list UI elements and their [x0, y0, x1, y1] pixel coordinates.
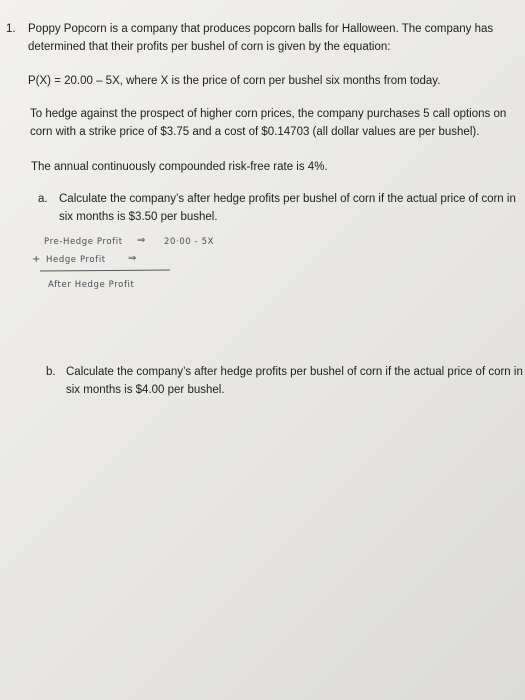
- part-a-line-2: six months is $3.50 per bushel.: [59, 211, 218, 223]
- hedge-line-1: To hedge against the prospect of higher corn prices, the company purchases 5 call options on: [30, 108, 507, 120]
- intro-line-2: determined that their profits per bushel of corn is given by the equation:: [28, 41, 391, 53]
- profit-equation: P(X) = 20.00 – 5X, where X is the price of corn per bushel six months from today.: [28, 75, 441, 87]
- hedge-profit-label: Hedge Profit: [46, 255, 106, 265]
- arrow-1: ⇒: [137, 235, 146, 246]
- question-number: 1.: [6, 23, 16, 35]
- part-a-line-1: Calculate the company’s after hedge profits per bushel of corn if the actual price of corn in: [59, 193, 516, 205]
- part-b-line-2: six months is $4.00 per bushel.: [66, 384, 225, 396]
- arrow-2: ⇒: [128, 253, 137, 264]
- pre-hedge-profit-value: 20·00 - 5X: [164, 237, 215, 247]
- pre-hedge-profit-label: Pre-Hedge Profit: [44, 237, 123, 247]
- part-a-label: a.: [38, 193, 48, 205]
- sum-underline: [40, 270, 170, 272]
- intro-line-1: Poppy Popcorn is a company that produces popcorn balls for Halloween. The company has: [28, 23, 494, 35]
- after-hedge-profit-label: After Hedge Profit: [48, 280, 135, 290]
- risk-free-rate: The annual continuously compounded risk-free rate is 4%.: [31, 161, 328, 173]
- hedge-line-2: corn with a strike price of $3.75 and a cost of $0.14703 (all dollar values are per bushel).: [30, 126, 480, 138]
- part-b-label: b.: [46, 366, 56, 378]
- plus-sign: +: [32, 254, 41, 265]
- part-b-line-1: Calculate the company’s after hedge profits per bushel of corn if the actual price of corn in: [66, 366, 523, 378]
